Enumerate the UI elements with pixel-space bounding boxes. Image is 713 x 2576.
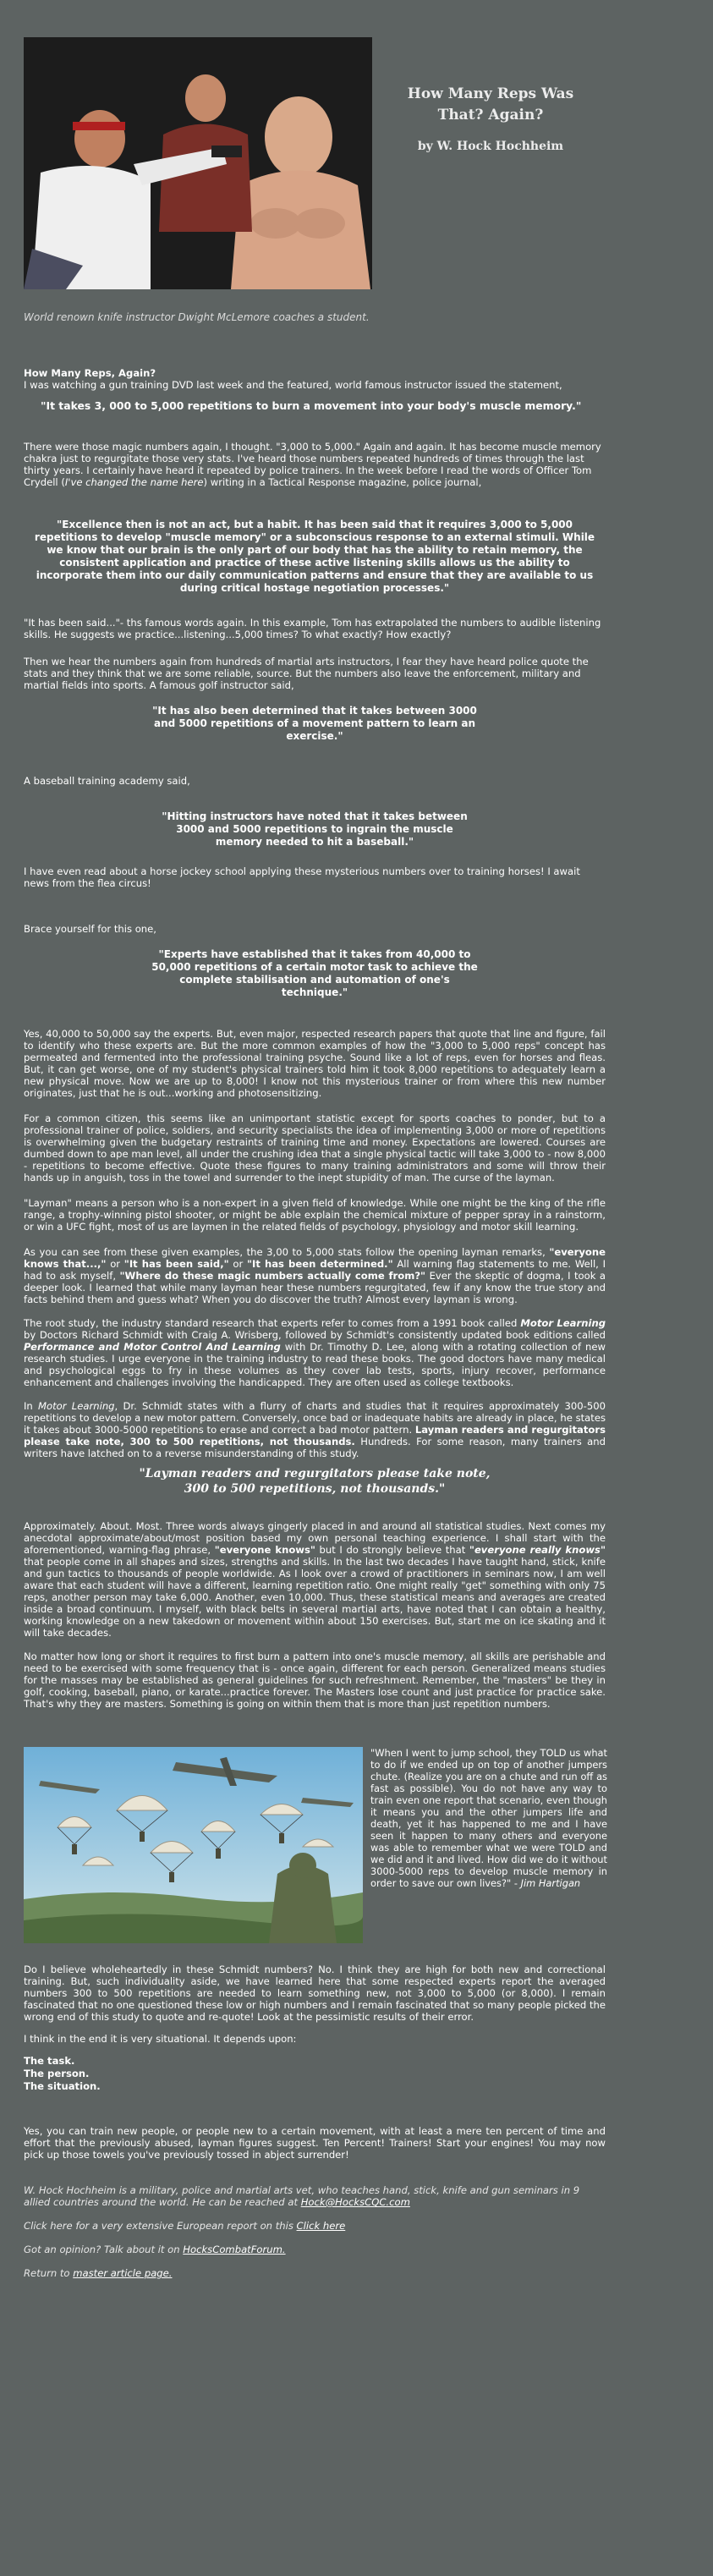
list-item: The situation.: [24, 2080, 101, 2092]
paragraph-10: As you can see from these given examples, the 3,00 to 5,000 stats follow the opening layman remarks, "everyone knows that...," or "It has been said," or "It has been determined." All warning flag statements to me. Well, I had to ask myself, "Where do these magic numbers actually come from?" Ever the skeptic of dogma, I took a deeper look. I learned that while many layman hear these numbers regurgitated, few if any know the true story and facts behind them and guess what? When you do discover the truth? Almost every layman is wrong.: [24, 1246, 606, 1305]
pull-quote-police: "Excellence then is not an act, but a habit. It has been said that it requires 3,000 to 5,000 repetitions to develop "muscle memory" or a subconscious response to an external stimuli. While we know that our brain is the only part of our body that has the ability to retain memory, the consistent application and practice of these active listening skills allows us the ability to incorporate them into our daily communication patterns and ensure that they are available to us during critical hostage negotiation processes.": [34, 519, 595, 594]
article-footer: [24, 2184, 606, 2279]
article-header: [24, 37, 606, 291]
forum-link[interactable]: HocksCombatForum.: [183, 2244, 286, 2255]
pull-quote-layman: "Layman readers and regurgitators please take note, 300 to 500 repetitions, not thousands.": [139, 1467, 491, 1496]
return-line: Return to master article page.: [24, 2267, 173, 2279]
paragraph-5: I have even read about a horse jockey school applying these mysterious numbers over to training horses! I await news from the flea circus!: [24, 865, 580, 889]
photo-caption: World renown knife instructor Dwight McLemore coaches a student.: [24, 311, 370, 323]
jump-school-block: [24, 1747, 606, 1947]
paragraph-1: There were those magic numbers again, I thought. "3,000 to 5,000." Again and again. It has become muscle memory chakra just to regurgitate those very stats. I've heard those numbers repeated hundreds of times through the last thirty years. I certainly have heard it repeated by police trainers. In the week before I read the words of Officer Tom Crydell (I've changed the name here) writing in a Tactical Response magazine, police journal,: [24, 441, 601, 488]
jump-school-quote: "When I went to jump school, they TOLD us what to do if we ended up on top of another jumpers chute. (Realize you are on a chute and run off as fast as possible). You do not have any way to train even one report that scenario, even though it means you and the other jumpers life and death, yet it has happened to me and I have seen it happen to many others and everyone was able to remember what we were TOLD and we did and it and lived. How did we do it without 3000-5000 reps to develop muscle memory in order to save our own lives?" - Jim Hartigan: [370, 1747, 607, 1889]
paragraph-16: I think in the end it is very situational. It depends upon:: [24, 2033, 297, 2045]
paragraph-13: Approximately. About. Most. Three words always gingerly placed in and around all statistical studies. Next comes my anecdotal approximate/about/most position based my own personal teaching experience. I shall start with the aforementioned, warning-flag phrase, "everyone knows" but I do strongly believe that "everyone really knows" that people come in all shapes and sizes, strengths and skills. In the last two decades I have taught hand, stick, knife and gun tactics to thousands of people worldwide. As I look over a crowd of practitioners in seminars now, I am well aware that each student will have a different, learning repetition ratio. One might really "get" something with only 75 reps, another person may take 6,000. Another, even 10,000. Thus, these statistical means and averages are created inside a broad continuum. I myself, with black belts in several martial arts, have noted that I can obtain a healthy, working knowledge on a new takedown or movement within about 150 exercises. But, start me on ice skating and it will take decades.: [24, 1520, 606, 1639]
opinion-line: Got an opinion? Talk about it on HocksCombatForum.: [24, 2244, 286, 2255]
paragraph-2: "It has been said..."- ths famous words again. In this example, Tom has extrapolated the numbers to audible listening skills. He suggests we practice...listening...5,000 times? To what exactly? How exactly?: [24, 617, 601, 640]
paratroopers-illustration: [24, 1747, 363, 1943]
european-report-link[interactable]: Click here: [296, 2220, 346, 2232]
author-bio: W. Hock Hochheim is a military, police and martial arts vet, who teaches hand, stick, knife and gun seminars in 9 allied countries around the world. He can be reached at Hock@HocksCQC.com: [24, 2184, 580, 2208]
instructor-photo: [24, 37, 372, 289]
pull-quote-experts: "Experts have established that it takes from 40,000 to 50,000 repetitions of a certain motor task to achieve the complete stabilisation and automation of one's technique.": [151, 948, 478, 998]
paragraph-4: A baseball training academy said,: [24, 775, 190, 787]
paragraph-8: For a common citizen, this seems like an unimportant statistic except for sports coaches to ponder, but to a professional trainer of police, soldiers, and security specialists the idea of implementing 3,000 or more of repetitions is overwhelming given the budgetary restraints of training time and money. Expectations are lowered. Courses are dumbed down to ape man level, all under the crushing idea that a single physical tactic will take 3,000 to - now 8,000 - repetitions to become effective. Quote these figures to many training administrators and some will throw their hands up in anguish, toss in the towel and surrender to the inept stupidity of man. The curse of the layman.: [24, 1112, 606, 1184]
paragraph-3: Then we hear the numbers again from hundreds of martial arts instructors, I fear they have heard police quote the stats and they think that we are some reliable, source. But the numbers also leave the enforcement, military and martial fields into sports. A famous golf instructor said,: [24, 656, 589, 691]
email-link[interactable]: Hock@HocksCQC.com: [300, 2196, 410, 2208]
paragraph-15: Do I believe wholeheartedly in these Schmidt numbers? No. I think they are high for both new and correctional training. But, such individuality aside, we have learned here that some respected experts report the averaged numbers 300 to 500 repetitions are needed to learn something new, not 3,000 to 5,000 (or 8,000). I remain fascinated that no one questioned these low or high numbers and I remain fascinated that so many people picked the wrong end of this study to quote and re-quote! Look at the pessimistic results of their error.: [24, 1964, 606, 2023]
pull-quote-baseball: "Hitting instructors have noted that it takes between 3000 and 5000 repetitions to ingrain the muscle memory needed to hit a baseball.": [162, 810, 468, 848]
paragraph-11: The root study, the industry standard research that experts refer to comes from a 1991 book called Motor Learning by Doctors Richard Schmidt with Craig A. Wrisberg, followed by Schmidt's consistently updated book editions called Performance and Motor Control And Learning with Dr. Timothy D. Lee, along with a rotating collection of new research studies. I urge everyone in the training industry to read these books. The good doctors have many medical and psychological eggs to fry in these volumes as they cover lab tests, sports, injury recover, performance enhancement and challenges involving the handicapped. They are often used as college textbooks.: [24, 1317, 606, 1388]
paragraph-17: Yes, you can train new people, or people new to a certain movement, with at least a mere ten percent of time and effort that the previously abused, layman figures suggest. Ten Percent! Trainers! Start your engines! You may now pick up those towels you've previously tossed in abject surrender!: [24, 2125, 606, 2161]
paragraph-12: In Motor Learning, Dr. Schmidt states with a flurry of charts and studies that it requires approximately 300-500 repetitions to develop a new motor pattern. Conversely, once bad or inadequate habits are already in place, he states it takes about 3000-5000 repetitions to erase and correct a bad motor pattern. Layman readers and regurgitators please take note, 300 to 500 repetitions, not thousands. Hundreds. For some reason, many trainers and writers have latched on to a reverse misunderstanding of this study.: [24, 1400, 606, 1459]
author-byline: by W. Hock Hochheim: [417, 140, 564, 153]
master-article-link[interactable]: master article page.: [73, 2267, 173, 2279]
pull-quote-golf: "It has also been determined that it takes between 3000 and 5000 repetitions of a movement pattern to learn an exercise.": [152, 705, 477, 742]
article-page: [24, 0, 606, 2291]
pull-quote-intro: "It takes 3, 000 to 5,000 repetitions to burn a movement into your body's muscle memory.": [41, 399, 582, 412]
intro-paragraph: I was watching a gun training DVD last week and the featured, world famous instructor issued the statement,: [24, 379, 562, 391]
quote-author: Jim Hartigan: [520, 1877, 581, 1889]
paragraph-6: Brace yourself for this one,: [24, 923, 156, 935]
paragraph-7: Yes, 40,000 to 50,000 say the experts. But, even major, respected research papers that quote that line and figure, fail to identify who these experts are. But the more common examples of how the "3,000 to 5,000 reps" concept has permeated and fermented into the professional training psyche. Sound like a lot of reps, even for horses and fleas. But, it can get worse, one of my student's physical trainers told him it took 8,000 repetitions to adequately learn a new physical move. Now we are up to 8,000! I know not this mysterious trainer or from where this new number originates, just that he is out...working and photosensitizing.: [24, 1028, 606, 1099]
european-report-line: Click here for a very extensive European report on this Click here: [24, 2220, 346, 2232]
section-heading: How Many Reps, Again?: [24, 367, 156, 379]
article-title: How Many Reps Was That? Again?: [407, 85, 574, 124]
situational-list: [24, 2055, 606, 2093]
list-item: The person.: [24, 2068, 90, 2079]
paragraph-9: "Layman" means a person who is a non-expert in a given field of knowledge. While one might be the king of the rifle range, a trophy-winning pistol shooter, or might be able explain the chemical mixture of pepper spray in a rainstorm, or win a UFC fight, most of us are laymen in the related fields of psychology, physiology and motor skill learning.: [24, 1197, 606, 1233]
list-item: The task.: [24, 2055, 75, 2067]
paragraph-14: No matter how long or short it requires to first burn a pattern into one's muscle memory, all skills are perishable and need to be exercised with some frequency that is - once again, different for each person. Generalized means studies for the masses may be established as general guidelines for such refreshment. Remember, the "masters" be they in golf, cooking, baseball, piano, or karate...practice forever. The Masters lose count and just practice for practice sake. That's why they are masters. Something is going on within them that is more than just repetition numbers.: [24, 1651, 606, 1710]
